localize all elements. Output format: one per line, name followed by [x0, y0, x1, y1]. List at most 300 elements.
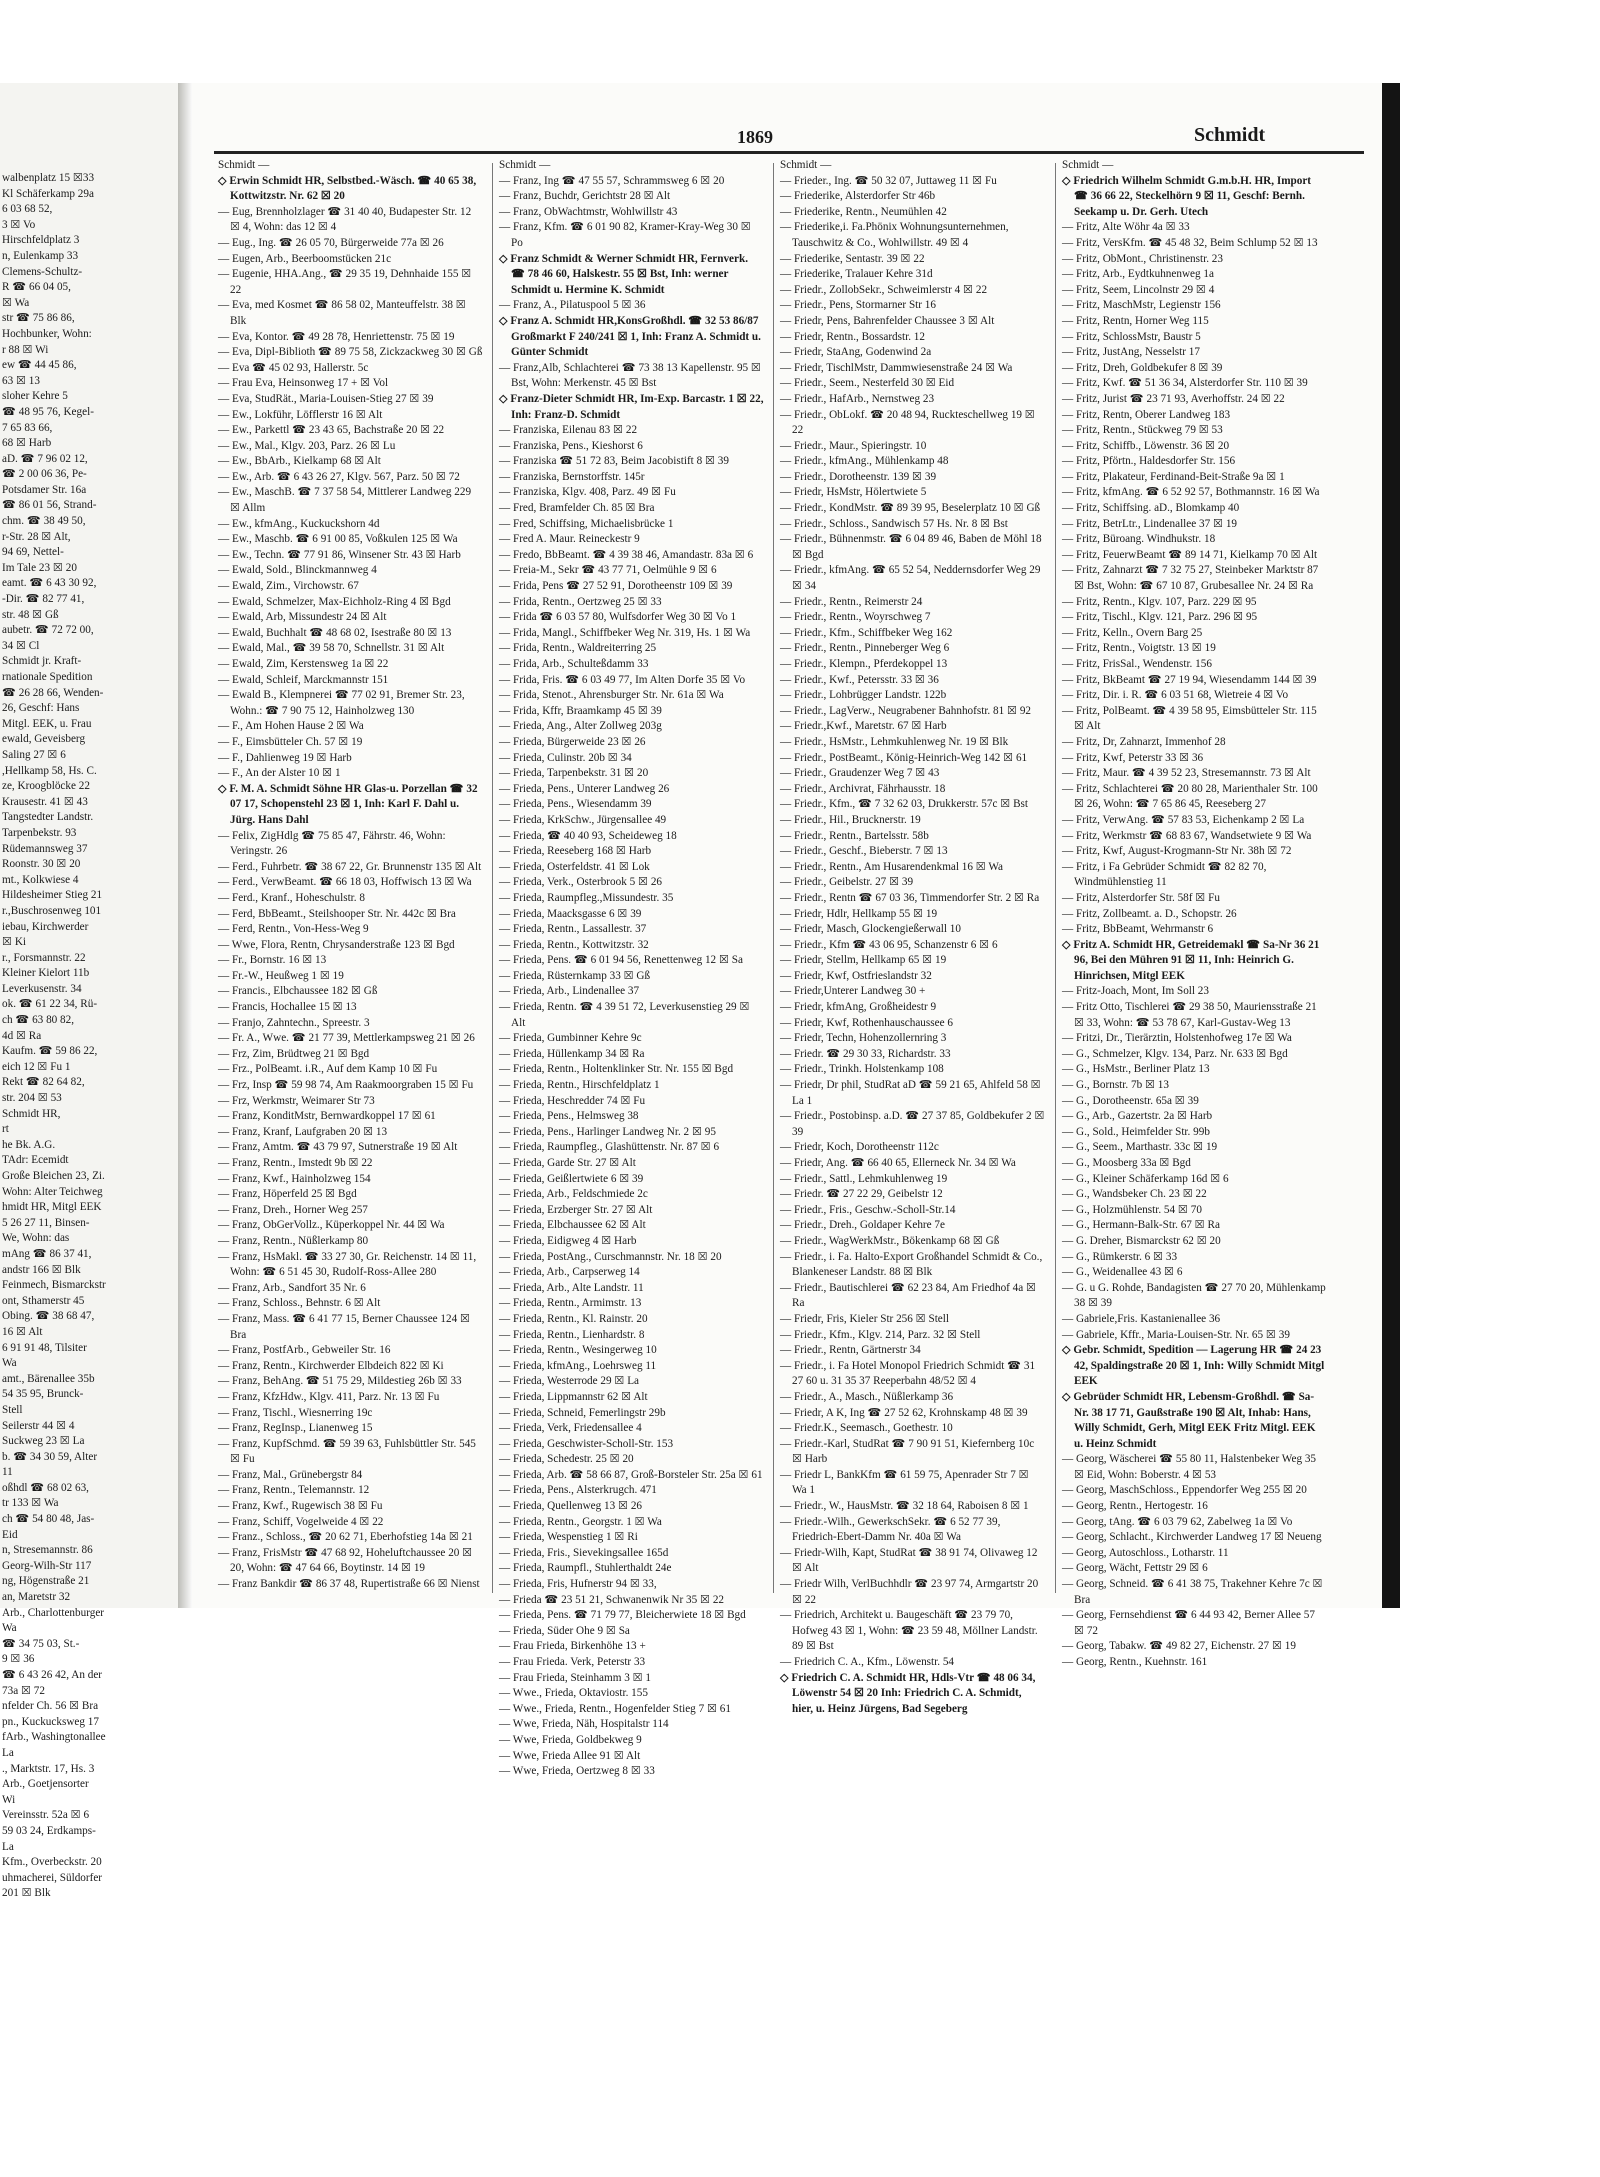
left-fragment-line: TAdr: Ecemidt [2, 1154, 69, 1167]
left-fragment-line: r-Str. 28 ☒ Alt, [2, 530, 71, 543]
directory-entry: — Fritz, BbBeamt, Wehrmanstr 6 [1062, 923, 1214, 936]
directory-entry: — Ew., Arb. ☎ 6 43 26 27, Klgv. 567, Parz. 50 ☒ 72 [218, 470, 460, 483]
directory-entry: — Friedr., Rentn., Woyrschweg 7 [780, 611, 931, 624]
left-fragment-line: Rüdemannsweg 37 [2, 842, 88, 855]
directory-entry: — Freia-M., Sekr ☎ 43 77 71, Oelmühle 9 ☒ 6 [499, 564, 717, 577]
left-fragment-line: ch ☎ 63 80 82, [2, 1014, 75, 1027]
directory-entry: — Frieda, Elbchaussee 62 ☒ Alt [499, 1219, 646, 1232]
directory-entry: — Frieda, Raumpfleg.,Missundestr. 35 [499, 891, 674, 904]
left-fragment-line: 6 03 68 52, [2, 203, 53, 216]
directory-entry: — Eug, Brennholzlager ☎ 31 40 40, Budapester Str. 12 ☒ 4, Wohn: das 12 ☒ 4 [218, 205, 472, 234]
left-fragment-line: Schmidt HR, [2, 1107, 61, 1120]
directory-entry: — Friedr Wilh, VerlBuchhdlr ☎ 23 97 74, Armgartstr 20 ☒ 22 [780, 1578, 1039, 1606]
directory-entry: ◇ Franz-Dieter Schmidt HR, Im-Exp. Barcastr. 1 ☒ 22, Inh: Franz-D. Schmidt [499, 392, 764, 421]
left-page-column [2, 171, 178, 1902]
directory-entry: — Friedr, TischlMstr, Dammwiesenstraße 24 ☒ Wa [780, 361, 1013, 374]
directory-entry: — G., Kleiner Schäferkamp 16d ☒ 6 [1062, 1172, 1229, 1185]
left-fragment-line: ch ☎ 54 80 48, Jas- [2, 1513, 95, 1526]
directory-entry: — Frida ☎ 6 03 57 80, Wulfsdorfer Weg 30 ☒ Vo 1 [499, 611, 737, 624]
left-fragment-line: he Bk. A.G. [2, 1138, 56, 1151]
left-fragment-line: -Dir. ☎ 82 77 41, [2, 593, 85, 606]
directory-entry: — Fritz, Pförtn., Haldesdorfer Str. 156 [1062, 455, 1236, 468]
directory-entry: — Fritzi, Dr., Tierärztin, Holstenhofweg 17e ☒ Wa [1062, 1032, 1292, 1045]
directory-entry: — Friederike, Alsterdorfer Str 46b [780, 190, 936, 203]
directory-entry: — Frida, Fris. ☎ 6 03 49 77, Im Alten Dorfe 35 ☒ Vo [499, 673, 746, 686]
left-fragment-line: Kfm., Overbeckstr. 20 [2, 1856, 102, 1869]
left-fragment-line: Tangstedter Landstr. [2, 811, 94, 824]
column-head: Schmidt — [780, 159, 832, 171]
directory-entry: — Franz, Rentn., Kirchwerder Elbdeich 822 ☒ Ki [218, 1359, 444, 1372]
directory-entry: — Ferd., Kranf., Hoheschulstr. 8 [218, 891, 365, 904]
left-fragment-line: ew ☎ 44 45 86, [2, 359, 77, 372]
directory-entry: — Fritz, FeuerwBeamt ☎ 89 14 71, Kielkamp 70 ☒ Alt [1062, 548, 1318, 561]
directory-entry: — Frz, Insp ☎ 59 98 74, Am Raakmoorgraben 15 ☒ Fu [218, 1079, 474, 1092]
directory-entry: — Friedr., PostBeamt., König-Heinrich-Weg 142 ☒ 61 [780, 751, 1028, 764]
directory-entry: — Fritz, Kwf, Peterstr 33 ☒ 36 [1062, 751, 1204, 764]
directory-entry: — Fritz, Seem, Lincolnstr 29 ☒ 4 [1062, 283, 1215, 296]
left-fragment-line: Im Tale 23 ☒ 20 [2, 561, 77, 574]
directory-entry: — Franz., Schloss., ☎ 20 62 71, Eberhofstieg 14a ☒ 21 [218, 1531, 473, 1544]
directory-entry: — Fritz, Maur. ☎ 4 39 52 23, Stresemannstr. 73 ☒ Alt [1062, 767, 1311, 780]
directory-entry: ◇ Friedrich C. A. Schmidt HR, Hdls-Vtr ☎ 48 06 34, Löwenstr 54 ☒ 20 Inh: Friedrich C. A. Schmidt, hier, u. Heinz Jürgens, Bad Segeberg [780, 1671, 1036, 1715]
running-head: Schmidt [1194, 124, 1266, 146]
directory-entry: — Friedrich C. A., Kfm., Löwenstr. 54 [780, 1656, 955, 1668]
directory-entry: — Fritz, Schiffsing. aD., Blomkamp 40 [1062, 502, 1240, 515]
directory-entry: — Friedr, Rentn., Bossardstr. 12 [780, 330, 925, 343]
directory-entry: — Fred A. Maur. Reineckestr 9 [499, 533, 640, 546]
left-fragment-line: 16 ☒ Alt [2, 1325, 43, 1338]
directory-entry: — Frieda, Rentn. ☎ 4 39 51 72, Leverkusenstieg 29 ☒ Alt [499, 1001, 750, 1029]
directory-entry: — Friedr.,Kwf., Maretstr. 67 ☒ Harb [780, 720, 947, 733]
left-fragment-line: andstr 166 ☒ Blk [2, 1263, 81, 1276]
directory-entry: — G., Sold., Heimfelder Str. 99b [1062, 1125, 1210, 1138]
directory-entry: — G., Weidenallee 43 ☒ 6 [1062, 1266, 1183, 1279]
directory-entry: — Fritz, Rentn., Klgv. 107, Parz. 229 ☒ 95 [1062, 595, 1257, 608]
left-fragment-line: amt., Bärenallee 35b [2, 1372, 95, 1385]
directory-entry: — Friedr., HsMstr., Lehmkuhlenweg Nr. 19 ☒ Blk [780, 735, 1009, 748]
directory-entry: — Georg, Rentn., Hertogestr. 16 [1062, 1500, 1208, 1513]
directory-entry: — Friedr, A K, Ing ☎ 27 52 62, Krohnskamp 48 ☒ 39 [780, 1406, 1028, 1419]
directory-entry: — Fritz, Werkmstr ☎ 68 83 67, Wandsetwiete 9 ☒ Wa [1062, 829, 1312, 842]
directory-entry: — G., Dorotheenstr. 65a ☒ 39 [1062, 1094, 1199, 1107]
directory-entry: — Friedr.-Karl, StudRat ☎ 7 90 91 51, Kiefernberg 10c ☒ Harb [780, 1437, 1035, 1466]
left-fragment-line: uhmacherei, Süldorfer [2, 1871, 103, 1884]
directory-entry: — Franz, Höperfeld 25 ☒ Bgd [218, 1188, 357, 1201]
left-fragment-line: 26, Geschf: Hans [2, 702, 80, 715]
left-fragment-line: Feinmech, Bismarckstr [2, 1279, 106, 1292]
directory-entry: — Franziska, Eilenau 83 ☒ 22 [499, 424, 638, 437]
directory-entry: — Friedr, StaAng, Godenwind 2a [780, 346, 932, 359]
directory-entry: — Friedr.K., Seemasch., Goethestr. 10 [780, 1422, 953, 1435]
directory-entry: — Fritz, Dir. i. R. ☎ 6 03 51 68, Wietreie 4 ☒ Vo [1062, 689, 1289, 702]
directory-entry: — G., HsMstr., Berliner Platz 13 [1062, 1063, 1210, 1076]
directory-entry: — Franz Bankdir ☎ 86 37 48, Rupertistraße 66 ☒ Nienst [218, 1578, 480, 1591]
directory-entry: — Franz, Mal., Grünebergstr 84 [218, 1468, 363, 1481]
left-fragment-line: Hirschfeldplatz 3 [2, 234, 80, 247]
directory-entry: — Frau Frieda, Birkenhöhe 13 + [499, 1640, 646, 1653]
directory-entry: — Frieda, ☎ 40 40 93, Scheideweg 18 [499, 829, 677, 842]
directory-entry: — Friedr, Dr phil, StudRat aD ☎ 59 21 65, Ahlfeld 58 ☒ La 1 [780, 1079, 1041, 1107]
directory-entry: — Frieda, Rentn., Lienhardstr. 8 [499, 1328, 645, 1341]
directory-column-4 [1062, 158, 1327, 1671]
directory-entry: — Frida, Rentn., Oertzweg 25 ☒ 33 [499, 595, 662, 608]
directory-entry: — Frida, Arb., Schulteßdamm 33 [499, 658, 649, 670]
left-fragment-line: ☎ 48 95 76, Kegel- [2, 405, 94, 418]
directory-entry: — Frida, Kffr, Braamkamp 45 ☒ 39 [499, 704, 662, 717]
directory-entry: — Frieda, Tarpenbekstr. 31 ☒ 20 [499, 767, 649, 780]
directory-entry: — G. u G. Rohde, Bandagisten ☎ 27 70 20, Mühlenkamp 38 ☒ 39 [1062, 1281, 1326, 1310]
left-fragment-line: 54 35 95, Brunck- [2, 1388, 84, 1401]
directory-entry: — Friedr, Stellm, Hellkamp 65 ☒ 19 [780, 954, 947, 967]
left-fragment-line: La [2, 1840, 14, 1853]
directory-entry: — Georg, Wächt, Fettstr 29 ☒ 6 [1062, 1562, 1208, 1575]
directory-entry: — Frieda, Maacksgasse 6 ☒ 39 [499, 907, 642, 920]
directory-entry: — Franz, Buchdr, Gerichtstr 28 ☒ Alt [499, 190, 671, 203]
directory-entry: — Franz, Kwf., Rugewisch 38 ☒ Fu [218, 1500, 383, 1513]
directory-entry: — Eug., Ing. ☎ 26 05 70, Bürgerweide 77a ☒ 26 [218, 236, 444, 249]
directory-entry: — Frieda, Westerrode 29 ☒ La [499, 1375, 640, 1388]
directory-entry: — Eva, StudRät., Maria-Louisen-Stieg 27 ☒ 39 [218, 392, 434, 405]
left-fragment-line: 5 26 27 11, Binsen- [2, 1216, 90, 1229]
directory-entry: — Franz, KupfSchmd. ☎ 59 39 63, Fuhlsbüttler Str. 545 ☒ Fu [218, 1437, 476, 1466]
left-fragment-line: eich 12 ☒ Fu 1 [2, 1060, 71, 1073]
left-fragment-line: 9 ☒ 36 [2, 1653, 35, 1666]
directory-entry: ◇ Franz A. Schmidt HR,KonsGroßhdl. ☎ 32 53 86/87 Großmarkt F 240/241 ☒ 1, Inh: Franz A. Schmidt u. Günter Schmidt [499, 314, 761, 359]
left-fragment-line: Obing. ☎ 38 68 47, [2, 1310, 95, 1323]
directory-entry: — Frieda, Arb., Feldschmiede 2c [499, 1188, 648, 1201]
directory-entry: — Friedr, HsMstr, Hölertwiete 5 [780, 486, 927, 499]
directory-entry: — Georg, Rentn., Kuehnstr. 161 [1062, 1656, 1208, 1668]
directory-entry: — Frieda, Rentn., Georgstr. 1 ☒ Wa [499, 1515, 662, 1528]
directory-entry: — Frieda, Arb., Lindenallee 37 [499, 985, 640, 998]
directory-entry: — Fritz, VersKfm. ☎ 45 48 32, Beim Schlump 52 ☒ 13 [1062, 236, 1318, 249]
left-fragment-line: ont, Sthamerstr 45 [2, 1294, 85, 1307]
left-fragment-line: rt [2, 1123, 9, 1136]
directory-entry: — Fritz, PolBeamt. ☎ 4 39 58 95, Eimsbütteler Str. 115 ☒ Alt [1062, 704, 1317, 733]
directory-entry: — Eva, Dipl-Biblioth ☎ 89 75 58, Zickzackweg 30 ☒ Gß [218, 346, 483, 359]
directory-entry: — Frieda, PostAng., Curschmannstr. Nr. 18 ☒ 20 [499, 1250, 722, 1263]
directory-entry: — Fritz, kfmAng. ☎ 6 52 92 57, Bothmannstr. 16 ☒ Wa [1062, 486, 1320, 499]
directory-entry: ◇ Franz Schmidt & Werner Schmidt HR, Fernverk. ☎ 78 46 60, Halskestr. 55 ☒ Bst, Inh: werner Schmidt u. Hermine K. Schmidt [499, 252, 749, 296]
directory-entry: — Frieda, Pens. ☎ 6 01 94 56, Renettenweg 12 ☒ Sa [499, 954, 743, 967]
left-fragment-line: 94 69, Nettel- [2, 546, 64, 559]
directory-entry: — Franz, Schloss., Behnstr. 6 ☒ Alt [218, 1297, 381, 1310]
left-fragment-line: b. ☎ 34 30 59, Alter [2, 1450, 98, 1463]
left-fragment-line: 11 [2, 1466, 13, 1479]
left-fragment-line: n, Eulenkamp 33 [2, 249, 79, 262]
directory-entry: — Friedr., KondMstr. ☎ 89 39 95, Beselerplatz 10 ☒ Gß [780, 502, 1041, 515]
directory-entry: — Friedr., Rentn ☎ 67 03 36, Timmendorfer Str. 2 ☒ Ra [780, 891, 1040, 904]
left-fragment-line: ☒ Wa [2, 296, 30, 309]
directory-entry: — Fritz, Tischl., Klgv. 121, Parz. 296 ☒ 95 [1062, 611, 1258, 624]
directory-column-3 [780, 158, 1045, 1717]
book-spine [178, 83, 192, 1608]
directory-entry: — Friedr, Koch, Dorotheenstr 112c [780, 1141, 939, 1154]
left-fragment-line: ng, Högenstraße 21 [2, 1575, 90, 1588]
left-page-fragment [0, 83, 178, 1900]
directory-entry: — Franz, Mass. ☎ 6 41 77 15, Berner Chaussee 124 ☒ Bra [218, 1312, 471, 1341]
directory-entry: — Friedr., Rentn., Bartelsstr. 58b [780, 829, 929, 842]
directory-entry: — Friedr., ObLokf. ☎ 20 48 94, Ruckteschellweg 19 ☒ 22 [780, 408, 1035, 437]
left-fragment-line: We, Wohn: das [2, 1232, 70, 1245]
directory-entry: — Frieda ☎ 23 51 21, Schwanenwik Nr 35 ☒ 22 [499, 1593, 725, 1606]
left-fragment-line: Roonstr. 30 ☒ 20 [2, 858, 81, 871]
directory-entry: — Frieda, Pens., Helmsweg 38 [499, 1110, 639, 1123]
directory-entry: — Eva, Kontor. ☎ 49 28 78, Henriettenstr. 75 ☒ 19 [218, 330, 455, 343]
left-fragment-line: 3 ☒ Vo [2, 218, 36, 231]
left-fragment-line: 68 ☒ Harb [2, 437, 52, 450]
directory-entry: — Frieda, Culinstr. 20b ☒ 34 [499, 751, 632, 764]
directory-entry: — Gabriele, Kffr., Maria-Louisen-Str. Nr. 65 ☒ 39 [1062, 1328, 1290, 1341]
directory-entry: — Frieda, Rentn., Kottwitzstr. 32 [499, 938, 649, 951]
left-fragment-line: Clemens-Schultz- [2, 265, 83, 278]
left-fragment-line: Arb., Goetjensorter [2, 1778, 89, 1791]
directory-entry: — Friedr., Kfm., Klgv. 214, Parz. 32 ☒ Stell [780, 1328, 981, 1341]
left-fragment-line: 201 ☒ Blk [2, 1887, 51, 1900]
directory-entry: — Wwe, Frieda, Näh, Hospitalstr 114 [499, 1718, 669, 1731]
directory-entry: — Frieda, Geschwister-Scholl-Str. 153 [499, 1437, 674, 1450]
directory-entry: — Frieda, Erzberger Str. 27 ☒ Alt [499, 1203, 653, 1216]
directory-entry: — Friederike, Sentastr. 39 ☒ 22 [780, 252, 925, 265]
directory-entry: — Franziska ☎ 51 72 83, Beim Jacobistift 8 ☒ 39 [499, 455, 729, 468]
left-fragment-line: 4d ☒ Ra [2, 1029, 42, 1042]
directory-entry: — G., Schmelzer, Klgv. 134, Parz. Nr. 633 ☒ Bgd [1062, 1047, 1288, 1060]
directory-entry: — Fred, Schiffsing, Michaelisbrücke 1 [499, 517, 674, 530]
left-fragment-line: Saling 27 ☒ 6 [2, 748, 66, 761]
left-fragment-line: ., Marktstr. 17, Hs. 3 [2, 1762, 95, 1775]
left-fragment-line: ☎ 26 28 66, Wenden- [2, 686, 104, 699]
directory-entry: — Frz, Werkmstr, Weimarer Str 73 [218, 1094, 375, 1107]
left-fragment-line: r., Forsmannstr. 22 [2, 951, 86, 964]
directory-entry: — Frieda, Pens., Wiesendamm 39 [499, 798, 652, 811]
directory-entry: — Ewald, Arb, Missundestr 24 ☒ Alt [218, 611, 387, 624]
left-fragment-line: ☎ 86 01 56, Strand- [2, 499, 97, 512]
left-fragment-line: aubetr. ☎ 72 72 00, [2, 624, 94, 637]
directory-entry: — Fritz, Zahnarzt ☎ 7 32 75 27, Steinbeker Marktstr 87 ☒ Bst, Wohn: ☎ 67 10 87, Grubesallee Nr. 24 ☒ Ra [1062, 564, 1319, 593]
directory-entry: — Friedr., Geibelstr. 27 ☒ 39 [780, 876, 914, 889]
left-fragment-line: eamt. ☎ 6 43 30 92, [2, 577, 97, 590]
directory-entry: — Friedr., Kfm., ☎ 7 32 62 03, Drukkerstr. 57c ☒ Bst [780, 798, 1029, 811]
directory-entry: — Georg, tAng. ☎ 6 03 79 62, Zabelweg 1a ☒ Vo [1062, 1515, 1293, 1528]
directory-entry: — Felix, ZigHdlg ☎ 75 85 47, Fährstr. 46, Wohn: Veringstr. 26 [218, 829, 446, 858]
directory-entry: ◇ Erwin Schmidt HR, Selbstbed.-Wäsch. ☎ 40 65 38, Kottwitzstr. Nr. 62 ☒ 20 [218, 174, 477, 203]
directory-entry: — Friedr. ☎ 27 22 29, Geibelstr 12 [780, 1188, 943, 1201]
directory-entry: — Frieda, Rentn., Holtenklinker Str. Nr. 155 ☒ Bgd [499, 1063, 734, 1076]
left-fragment-line: Kleiner Kielort 11b [2, 967, 90, 980]
directory-entry: — Franz, Dreh., Horner Weg 257 [218, 1203, 368, 1216]
column-divider [1055, 163, 1056, 1593]
directory-entry: — Friedr., W., HausMstr. ☎ 32 18 64, Raboisen 8 ☒ 1 [780, 1500, 1029, 1513]
directory-entry: ◇ Gebr. Schmidt, Spedition — Lagerung HR ☎ 24 23 42, Spaldingstraße 20 ☒ 1, Inh: Willy Schmidt Mitgl EEK [1062, 1344, 1325, 1388]
directory-entry: — Friedr,Unterer Landweg 30 + [780, 985, 926, 998]
directory-entry: — Francis, Hochallee 15 ☒ 13 [218, 1001, 357, 1014]
directory-entry: — Friedr., Sattl., Lehmkuhlenweg 19 [780, 1172, 948, 1185]
left-fragment-line: ☒ Ki [2, 936, 27, 949]
directory-entry: — Ewald, Schleif, Marckmannstr 151 [218, 673, 389, 686]
directory-entry: — Friedr., LagVerw., Neugrabener Bahnhofstr. 81 ☒ 92 [780, 704, 1032, 717]
directory-entry: — Frieda, Rüsternkamp 33 ☒ Gß [499, 969, 651, 982]
directory-entry: — Franz, Arb., Sandfort 35 Nr. 6 [218, 1281, 366, 1294]
directory-entry: — Fritz, Schiffb., Löwenstr. 36 ☒ 20 [1062, 439, 1230, 452]
directory-entry: — Ew., MaschB. ☎ 7 37 58 54, Mittlerer Landweg 229 ☒ Allm [218, 486, 472, 515]
column-head: Schmidt — [218, 159, 270, 171]
directory-entry: — Friedr., Archivrat, Fährhausstr. 18 [780, 782, 946, 795]
directory-entry: — Franz, HsMakl. ☎ 33 27 30, Gr. Reichenstr. 14 ☒ 11, Wohn: ☎ 6 51 45 30, Rudolf-Ross-Allee 280 [218, 1250, 477, 1279]
directory-entry: — Fritz, Rentn, Horner Weg 115 [1062, 314, 1209, 327]
directory-entry: — Franz, FrisMstr ☎ 47 68 92, Hoheluftchaussee 20 ☒ 20, Wohn: ☎ 47 64 66, Boytinstr. 14 ☒ 19 [218, 1546, 473, 1575]
left-fragment-line: Wi [2, 1793, 16, 1806]
left-fragment-line: mAng ☎ 86 37 41, [2, 1247, 92, 1260]
left-fragment-line: tr 133 ☒ Wa [2, 1497, 59, 1510]
directory-entry: — Frieda, Pens., Alsterkrugch. 471 [499, 1484, 657, 1497]
left-fragment-line: n, Stresemannstr. 86 [2, 1544, 93, 1557]
directory-entry: — Gabriele,Fris. Kastanienallee 36 [1062, 1312, 1221, 1325]
left-fragment-line: 6 91 91 48, Tilsiter [2, 1341, 87, 1354]
directory-entry: — Fritz, Rentn., Voigtstr. 13 ☒ 19 [1062, 642, 1216, 655]
directory-entry: — Frieda, Rentn., Hirschfeldplatz 1 [499, 1079, 660, 1092]
directory-entry: — Friedr., Fris., Geschw.-Scholl-Str.14 [780, 1203, 956, 1216]
directory-entry: — Franz, KfzHdw., Klgv. 411, Parz. Nr. 13 ☒ Fu [218, 1390, 440, 1403]
left-fragment-line: ze, Kroogblöcke 22 [2, 780, 90, 793]
directory-entry: — Fritz, Plakateur, Ferdinand-Beit-Straße 9a ☒ 1 [1062, 470, 1285, 483]
directory-entry: — Fritz, FrisSal., Wendenstr. 156 [1062, 658, 1212, 670]
directory-entry: — Friedr., Kfm ☎ 43 06 95, Schanzenstr 6 ☒ 6 [780, 938, 998, 951]
directory-entry: — Friedr., kfmAng. ☎ 65 52 54, Neddernsdorfer Weg 29 ☒ 34 [780, 564, 1041, 593]
directory-entry: — Franz, A., Pilatuspool 5 ☒ 36 [499, 299, 646, 312]
directory-entry: — G., Bornstr. 7b ☒ 13 [1062, 1079, 1169, 1092]
directory-entry: — Frieda, Süder Ohe 9 ☒ Sa [499, 1624, 630, 1637]
page-number: 1869 [737, 127, 773, 147]
directory-entry: — G., Hermann-Balk-Str. 67 ☒ Ra [1062, 1219, 1220, 1232]
directory-entry: — Friedr., Rentn., Pinneberger Weg 6 [780, 642, 950, 655]
left-fragment-line: iebau, Kirchwerder [2, 920, 89, 933]
left-fragment-line: 73a ☒ 72 [2, 1684, 45, 1697]
directory-entry: — Frieda, kfmAng., Loehrsweg 11 [499, 1359, 657, 1372]
left-fragment-line: r.,Buschrosenweg 101 [2, 904, 102, 917]
left-fragment-line: Leverkusenstr. 34 [2, 982, 82, 995]
directory-entry: — G., Arb., Gazertstr. 2a ☒ Harb [1062, 1110, 1213, 1123]
directory-entry: — Franz, PostfArb., Gebweiler Str. 16 [218, 1344, 391, 1357]
directory-entry: — Fritz, BkBeamt ☎ 27 19 94, Wiesendamm 144 ☒ 39 [1062, 673, 1317, 686]
directory-entry: — Georg, Wäscherei ☎ 55 80 11, Halstenbeker Weg 35 ☒ Eid, Wohn: Boberstr. 4 ☒ 53 [1062, 1453, 1317, 1481]
left-fragment-line: Kl Schäferkamp 29a [2, 187, 94, 200]
directory-entry: — Friedr., i. Fa. Halto-Export Großhandel Schmidt & Co., Blankeneser Landstr. 88 ☒ Blk [780, 1250, 1043, 1279]
directory-entry: — Franz, ObWachtmstr, Wohlwillstr 43 [499, 205, 678, 218]
directory-entry: — Frieda, Schneid, Femerlingstr 29b [499, 1406, 666, 1419]
left-fragment-line: ☎ 34 75 03, St.- [2, 1637, 80, 1650]
directory-entry: — Fritz, MaschMstr, Legienstr 156 [1062, 299, 1221, 312]
directory-entry: — Frieda, Pens. ☎ 71 79 77, Bleicherwiete 18 ☒ Bgd [499, 1609, 746, 1622]
directory-entry: — Franz, Rentn., Imstedt 9b ☒ 22 [218, 1157, 373, 1169]
left-fragment-line: sloher Kehre 5 [2, 390, 68, 403]
directory-entry: — Frieda, Osterfeldstr. 41 ☒ Lok [499, 860, 650, 873]
directory-entry: — Friedr, Kwf, Ostfrieslandstr 32 [780, 969, 932, 982]
column-divider [773, 163, 774, 1593]
directory-entry: ◇ F. M. A. Schmidt Söhne HR Glas-u. Porzellan ☎ 32 07 17, Schopenstehl 23 ☒ 1, Inh: Karl F. Dahl u. Jürg. Hans Dahl [218, 782, 478, 826]
directory-entry: — G. Dreher, Bismarckstr 62 ☒ 20 [1062, 1234, 1221, 1247]
directory-entry: — Ew., BbArb., Kielkamp 68 ☒ Alt [218, 455, 381, 468]
directory-entry: — Friedr, Kwf, Rothenhauschaussee 6 [780, 1016, 953, 1029]
left-fragment-line: Suckweg 23 ☒ La [2, 1435, 85, 1448]
left-fragment-line: walbenplatz 15 ☒33 [2, 172, 95, 184]
directory-entry: — Fritz, JustAng, Nesselstr 17 [1062, 346, 1200, 359]
directory-entry: — Franjo, Zahntechn., Spreestr. 3 [218, 1016, 370, 1029]
directory-entry: — Friedr, Techn, Hohenzollernring 3 [780, 1032, 947, 1045]
left-fragment-line: fArb., Washingtonallee [2, 1731, 106, 1744]
left-fragment-line: Schmidt jr. Kraft- [2, 655, 82, 668]
directory-entry: — Frieda, Reeseberg 168 ☒ Harb [499, 845, 652, 858]
left-fragment-line: chm. ☎ 38 49 50, [2, 515, 86, 528]
directory-entry: — Ewald, Zim, Kerstensweg 1a ☒ 22 [218, 658, 389, 670]
left-fragment-line: hmidt HR, Mitgl EEK [2, 1201, 102, 1214]
directory-entry: — Fritz, Rentn., Stückweg 79 ☒ 53 [1062, 424, 1223, 437]
directory-entry: — Friedr., HafArb., Nernstweg 23 [780, 392, 935, 405]
left-fragment-line: str. 204 ☒ 53 [2, 1092, 62, 1105]
directory-entry: — Ew., Techn. ☎ 77 91 86, Winsener Str. 43 ☒ Harb [218, 548, 461, 561]
right-page [192, 83, 1400, 1778]
column-head: Schmidt — [1062, 159, 1114, 171]
left-fragment-line: ok. ☎ 61 22 34, Rü- [2, 998, 98, 1011]
left-fragment-line: Wohn: Alter Teichweg [2, 1185, 103, 1198]
left-fragment-line: Wa [2, 1622, 17, 1635]
directory-entry: — Friedr, Ang. ☎ 66 40 65, Ellerneck Nr. 34 ☒ Wa [780, 1157, 1016, 1169]
directory-entry: — Friedr., Geschf., Bieberstr. 7 ☒ 13 [780, 845, 948, 858]
directory-entry: — Ewald, Zim., Virchowstr. 67 [218, 580, 359, 593]
directory-entry: — Frieda, Schedestr. 25 ☒ 20 [499, 1453, 634, 1466]
directory-entry: — Frieda, Bürgerweide 23 ☒ 26 [499, 735, 646, 748]
left-fragment-line: Vereinsstr. 52a ☒ 6 [2, 1809, 90, 1822]
directory-entry: — Georg, Schneid. ☎ 6 41 38 75, Trakehner Kehre 7c ☒ Bra [1062, 1578, 1323, 1606]
left-fragment-line: ewald, Geveisberg [2, 733, 86, 746]
directory-entry: — Wwe, Frieda, Oertzweg 8 ☒ 33 [499, 1765, 655, 1778]
directory-entry: — Frieda, Gumbinner Kehre 9c [499, 1032, 642, 1045]
directory-entry: — Friedr., Trinkh. Holstenkamp 108 [780, 1063, 944, 1076]
directory-entry: — Ew., Mal., Klgv. 203, Parz. 26 ☒ Lu [218, 439, 396, 452]
directory-entry: — Friedr., ZollobSekr., Schweimlerstr 4 ☒ 22 [780, 283, 988, 296]
directory-entry: — Frieda, KrkSchw., Jürgensallee 49 [499, 813, 667, 826]
directory-entry: — Wwe, Frieda, Goldbekweg 9 [499, 1733, 642, 1746]
directory-entry: — Frieda, Pens., Unterer Landweg 26 [499, 782, 670, 795]
left-fragment-line: Tarpenbekstr. 93 [2, 826, 77, 839]
directory-entry: — Fritz, Kelln., Overn Barg 25 [1062, 626, 1203, 639]
left-fragment-line: rnationale Spedition [2, 671, 93, 683]
directory-entry: — Ew., Parkettl ☎ 23 43 65, Bachstraße 20 ☒ 22 [218, 424, 445, 437]
directory-entry: — Friedr., Bautischlerei ☎ 62 23 84, Am Friedhof 4a ☒ Ra [780, 1281, 1037, 1310]
directory-entry: ◇ Gebrüder Schmidt HR, Lebensm-Großhdl. ☎ Sa-Nr. 38 17 71, Gaußstraße 190 ☒ Alt, Inhab: Hans, Willy Schmidt, Gerh, Mitgl EEK Fritz Mitgl. EEK u. Heinz Schmidt [1062, 1390, 1316, 1450]
directory-entry: — Wwe, Frieda Allee 91 ☒ Alt [499, 1749, 641, 1762]
directory-entry: — Wwe., Frieda, Oktaviostr. 155 [499, 1687, 648, 1700]
directory-entry: — Frieda, Verk., Osterbrook 5 ☒ 26 [499, 876, 663, 889]
directory-entry: — Friedr., Graudenzer Weg 7 ☒ 43 [780, 767, 940, 780]
directory-entry: — Frieda, Garde Str. 27 ☒ Alt [499, 1157, 636, 1169]
directory-entry: — Fritz, SchlossMstr, Baustr 5 [1062, 330, 1201, 343]
left-fragment-line: Rekt ☎ 82 64 82, [2, 1076, 85, 1089]
directory-entry: — Fritz Otto, Tischlerei ☎ 29 38 50, Mauriensstraße 21 ☒ 33, Wohn: ☎ 53 78 67, Karl-Gustav-Weg 13 [1062, 1001, 1317, 1029]
directory-entry: — Franz, ObGerVollz., Küperkoppel Nr. 44 ☒ Wa [218, 1219, 445, 1232]
directory-entry: — Frieda, Pens., Harlinger Landweg Nr. 2 ☒ 95 [499, 1125, 716, 1138]
left-fragment-line: Wa [2, 1357, 17, 1370]
directory-entry: — Franz, Kranf, Laufgraben 20 ☒ 13 [218, 1125, 388, 1138]
directory-entry: — Friedr., Kfm., Schiffbeker Weg 162 [780, 626, 953, 639]
left-fragment-line: La [2, 1746, 14, 1759]
directory-entry: — Friedr., Klempn., Pferdekoppel 13 [780, 658, 948, 670]
directory-entry: — Franz, Rentn., Nüßlerkamp 80 [218, 1234, 369, 1247]
directory-entry: — Friedr., kfmAng., Mühlenkamp 48 [780, 455, 949, 468]
directory-entry: — Fr.-W., Heußweg 1 ☒ 19 [218, 969, 344, 982]
directory-entry: — Frieda, Fris, Hufnerstr 94 ☒ 33, [499, 1578, 657, 1591]
directory-entry: — Frida, Rentn., Waldreiterring 25 [499, 642, 657, 655]
directory-entry: — F., Am Hohen Hause 2 ☒ Wa [218, 720, 364, 733]
